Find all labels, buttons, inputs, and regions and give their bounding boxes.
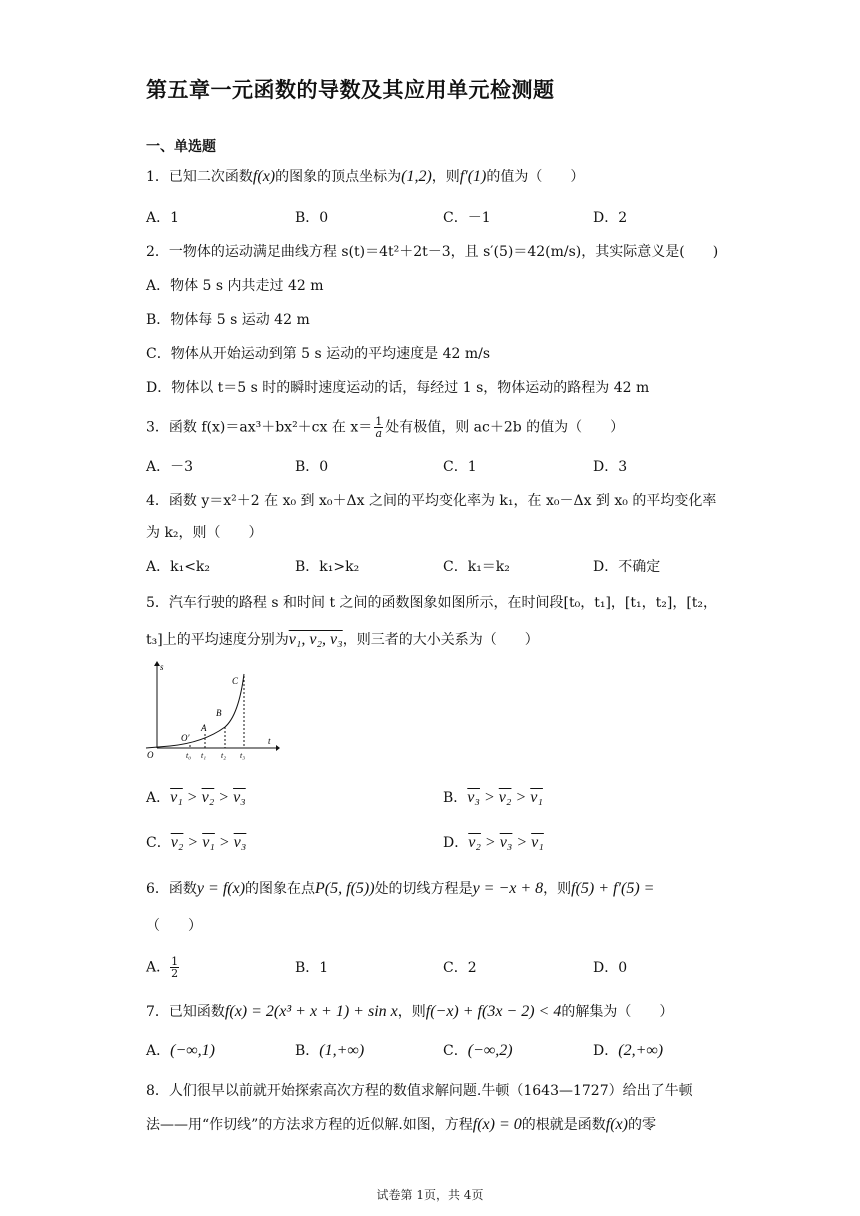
q7-option-b[interactable] [295,1041,364,1061]
q1-point: (1,2) [401,168,432,185]
q7-text: 的解集为（ ） [561,1004,674,1020]
q1-text: 的图象的顶点坐标为 [275,169,402,185]
question-5-line-2 [146,630,539,650]
question-6 [146,879,654,899]
distance-time-figure [140,660,280,764]
q7-option-c[interactable] [443,1041,513,1061]
q1-fprime: f′(1) [459,168,487,185]
q5-option-label: A． [146,790,171,806]
v-term: v₂ [468,834,481,851]
q1-option-d[interactable]: D．2 [593,210,628,226]
gt-sign: > [183,834,203,851]
q1-fx: f(x) [252,168,276,185]
q5-option-b[interactable] [443,788,543,808]
q6-option-b[interactable]: B．1 [295,960,329,976]
q6-tangent: y = −x + 8 [472,880,544,897]
gt-sign: > [511,789,531,806]
q5-text: ，则三者的大小关系为（ ） [342,632,539,648]
q3-option-c[interactable]: C．1 [443,459,477,475]
point-label-a: A [201,723,207,733]
q4-option-c[interactable]: C．k₁＝k₂ [443,559,510,575]
question-8-line-1: 8．人们很早以前就开始探索高次方程的数值求解问题.牛顿（1643—1727）给出了牛顿 [146,1083,693,1099]
t-axis-arrow [276,745,280,751]
axis-label-t: t [268,736,271,746]
v-term: v₂ [170,834,184,851]
gt-sign: > [479,789,499,806]
q6-function: y = f(x) [196,880,246,897]
q7-option-a[interactable] [146,1041,215,1061]
question-2: 2．一物体的运动满足曲线方程 s(t)＝4t²＋2t－3，且 s′(5)＝42(m/s)，其实际意义是( ) [146,244,719,260]
gt-sign: > [512,834,532,851]
q1-text: 1．已知二次函数 [146,169,253,185]
q6-point: P(5, f(5)) [315,880,375,897]
tick-label-t3: t₃ [240,751,246,760]
tick-label-t2: t₂ [221,751,227,760]
gt-sign: > [480,834,500,851]
q3-option-a[interactable]: A．－3 [146,459,194,475]
gt-sign: > [214,834,234,851]
q7-option-label: A． [146,1043,171,1059]
gt-sign: > [214,789,234,806]
q7-option-label: C． [443,1043,468,1059]
section-heading: 一、单选题 [146,139,216,155]
v-term: v₃ [499,834,513,851]
q6-expression: f(5) + f′(5) = [571,880,655,897]
question-1 [146,167,584,187]
q5-option-label: C． [146,835,171,851]
page-title: 第五章一元函数的导数及其应用单元检测题 [146,78,555,102]
q7-function: f(x) = 2(x³ + x + 1) + sin x [224,1003,398,1020]
q5-option-label: D． [443,835,469,851]
q7-option-value: (−∞,1) [170,1042,215,1059]
v-term: v₃ [233,834,247,851]
q5-option-c[interactable] [146,833,246,853]
v-term: v₁ [531,834,544,851]
q6-text: 处的切线方程是 [374,881,473,897]
point-label-c: C [232,676,239,686]
origin-label: O [147,750,154,760]
question-4-line-1: 4．函数 y＝x²＋2 在 x₀ 到 x₀＋Δx 之间的平均变化率为 k₁，在 x₀－Δx 到 x₀ 的平均变化率 [146,493,717,509]
page-footer: 试卷第 1页，共 4页 [376,1188,484,1202]
q8-text: 的零 [627,1117,656,1133]
q6-frac-den: 2 [171,967,179,980]
q1-text: 的值为（ ） [486,169,585,185]
q2-option-c[interactable]: C．物体从开始运动到第 5 s 运动的平均速度是 42 m/s [146,346,491,362]
q3-option-b[interactable]: B．0 [295,459,329,475]
q6-text: 的图象在点 [245,881,316,897]
q7-option-value: (−∞,2) [467,1042,513,1059]
q1-text: ，则 [431,169,460,185]
q5-velocities: v₁, v₂, v₃ [288,631,343,648]
v-term: v₂ [201,789,215,806]
tick-label-t1: t₁ [201,751,207,760]
q8-equation: f(x) = 0 [472,1116,522,1133]
q7-option-label: D． [593,1043,619,1059]
q6-frac-num: 1 [171,955,179,968]
q2-option-d[interactable]: D．物体以 t＝5 s 时的瞬时速度运动的话，每经过 1 s，物体运动的路程为 42 m [146,380,650,396]
question-7 [146,1002,673,1022]
q3-text: 处有极值，则 ac＋2b 的值为（ ） [385,419,625,436]
q5-option-d[interactable] [443,833,544,853]
gt-sign: > [182,789,202,806]
s-t-curve [146,674,244,748]
q7-option-label: B． [295,1043,320,1059]
q8-fx: f(x) [605,1116,628,1133]
v-term: v₁ [202,834,215,851]
q6-fraction [170,956,179,979]
q3-frac-den: a [375,427,382,440]
q5-text: t₃]上的平均速度分别为 [146,632,289,648]
q7-text: 7．已知函数 [146,1004,225,1020]
q4-option-b[interactable]: B．k₁>k₂ [295,559,360,575]
q6-text: ，则 [543,881,572,897]
q8-text: 法——用“作切线”的方法求方程的近似解.如图，方程 [146,1117,473,1133]
v-term: v₁ [170,789,183,806]
q1-option-a[interactable]: A．1 [146,210,180,226]
q7-option-value: (2,+∞) [618,1042,664,1059]
tick-label-t0: t₀ [186,751,192,760]
q3-text: 3．函数 f(x)＝ax³＋bx²＋cx 在 x＝ [146,419,373,436]
q5-option-label: B． [443,790,468,806]
question-8-line-2 [146,1115,656,1135]
q6-option-a[interactable] [146,956,179,979]
q7-option-value: (1,+∞) [319,1042,365,1059]
question-5-line-1: 5．汽车行驶的路程 s 和时间 t 之间的函数图象如图所示，在时间段[t₀，t₁]，[t₁，t₂]，[t₂， [146,595,718,611]
v-term: v₁ [530,789,543,806]
q6-option-d[interactable]: D．0 [593,960,628,976]
q2-option-b[interactable]: B．物体每 5 s 运动 42 m [146,312,310,328]
q5-option-a[interactable] [146,788,246,808]
question-3 [146,416,624,439]
q3-option-d[interactable]: D．3 [593,459,628,475]
q6-option-label: A． [146,959,171,976]
q3-fraction [374,416,383,439]
q4-option-a[interactable]: A．k₁<k₂ [146,559,211,575]
q2-option-a[interactable]: A．物体 5 s 内共走过 42 m [146,278,324,294]
point-label-o-prime: O′ [181,733,190,743]
q7-option-d[interactable] [593,1041,663,1061]
q6-option-c[interactable]: C．2 [443,960,477,976]
v-term: v₃ [467,789,480,806]
q1-option-c[interactable]: C．－1 [443,210,491,226]
v-term: v₂ [498,789,512,806]
q4-option-d[interactable]: D．不确定 [593,559,661,575]
question-4-line-2: 为 k₂，则（ ） [146,525,263,541]
q8-text: 的根就是函数 [521,1117,606,1133]
q1-option-b[interactable]: B．0 [295,210,329,226]
q7-text: ，则 [397,1004,426,1020]
axis-label-s: s [160,662,164,672]
v-term: v₃ [233,789,246,806]
q6-text: 6．函数 [146,881,197,897]
q6-answer-paren: （ ） [146,918,202,934]
q7-inequality: f(−x) + f(3x − 2) < 4 [425,1003,562,1020]
point-label-b: B [216,708,222,718]
q3-frac-num: 1 [375,415,383,428]
